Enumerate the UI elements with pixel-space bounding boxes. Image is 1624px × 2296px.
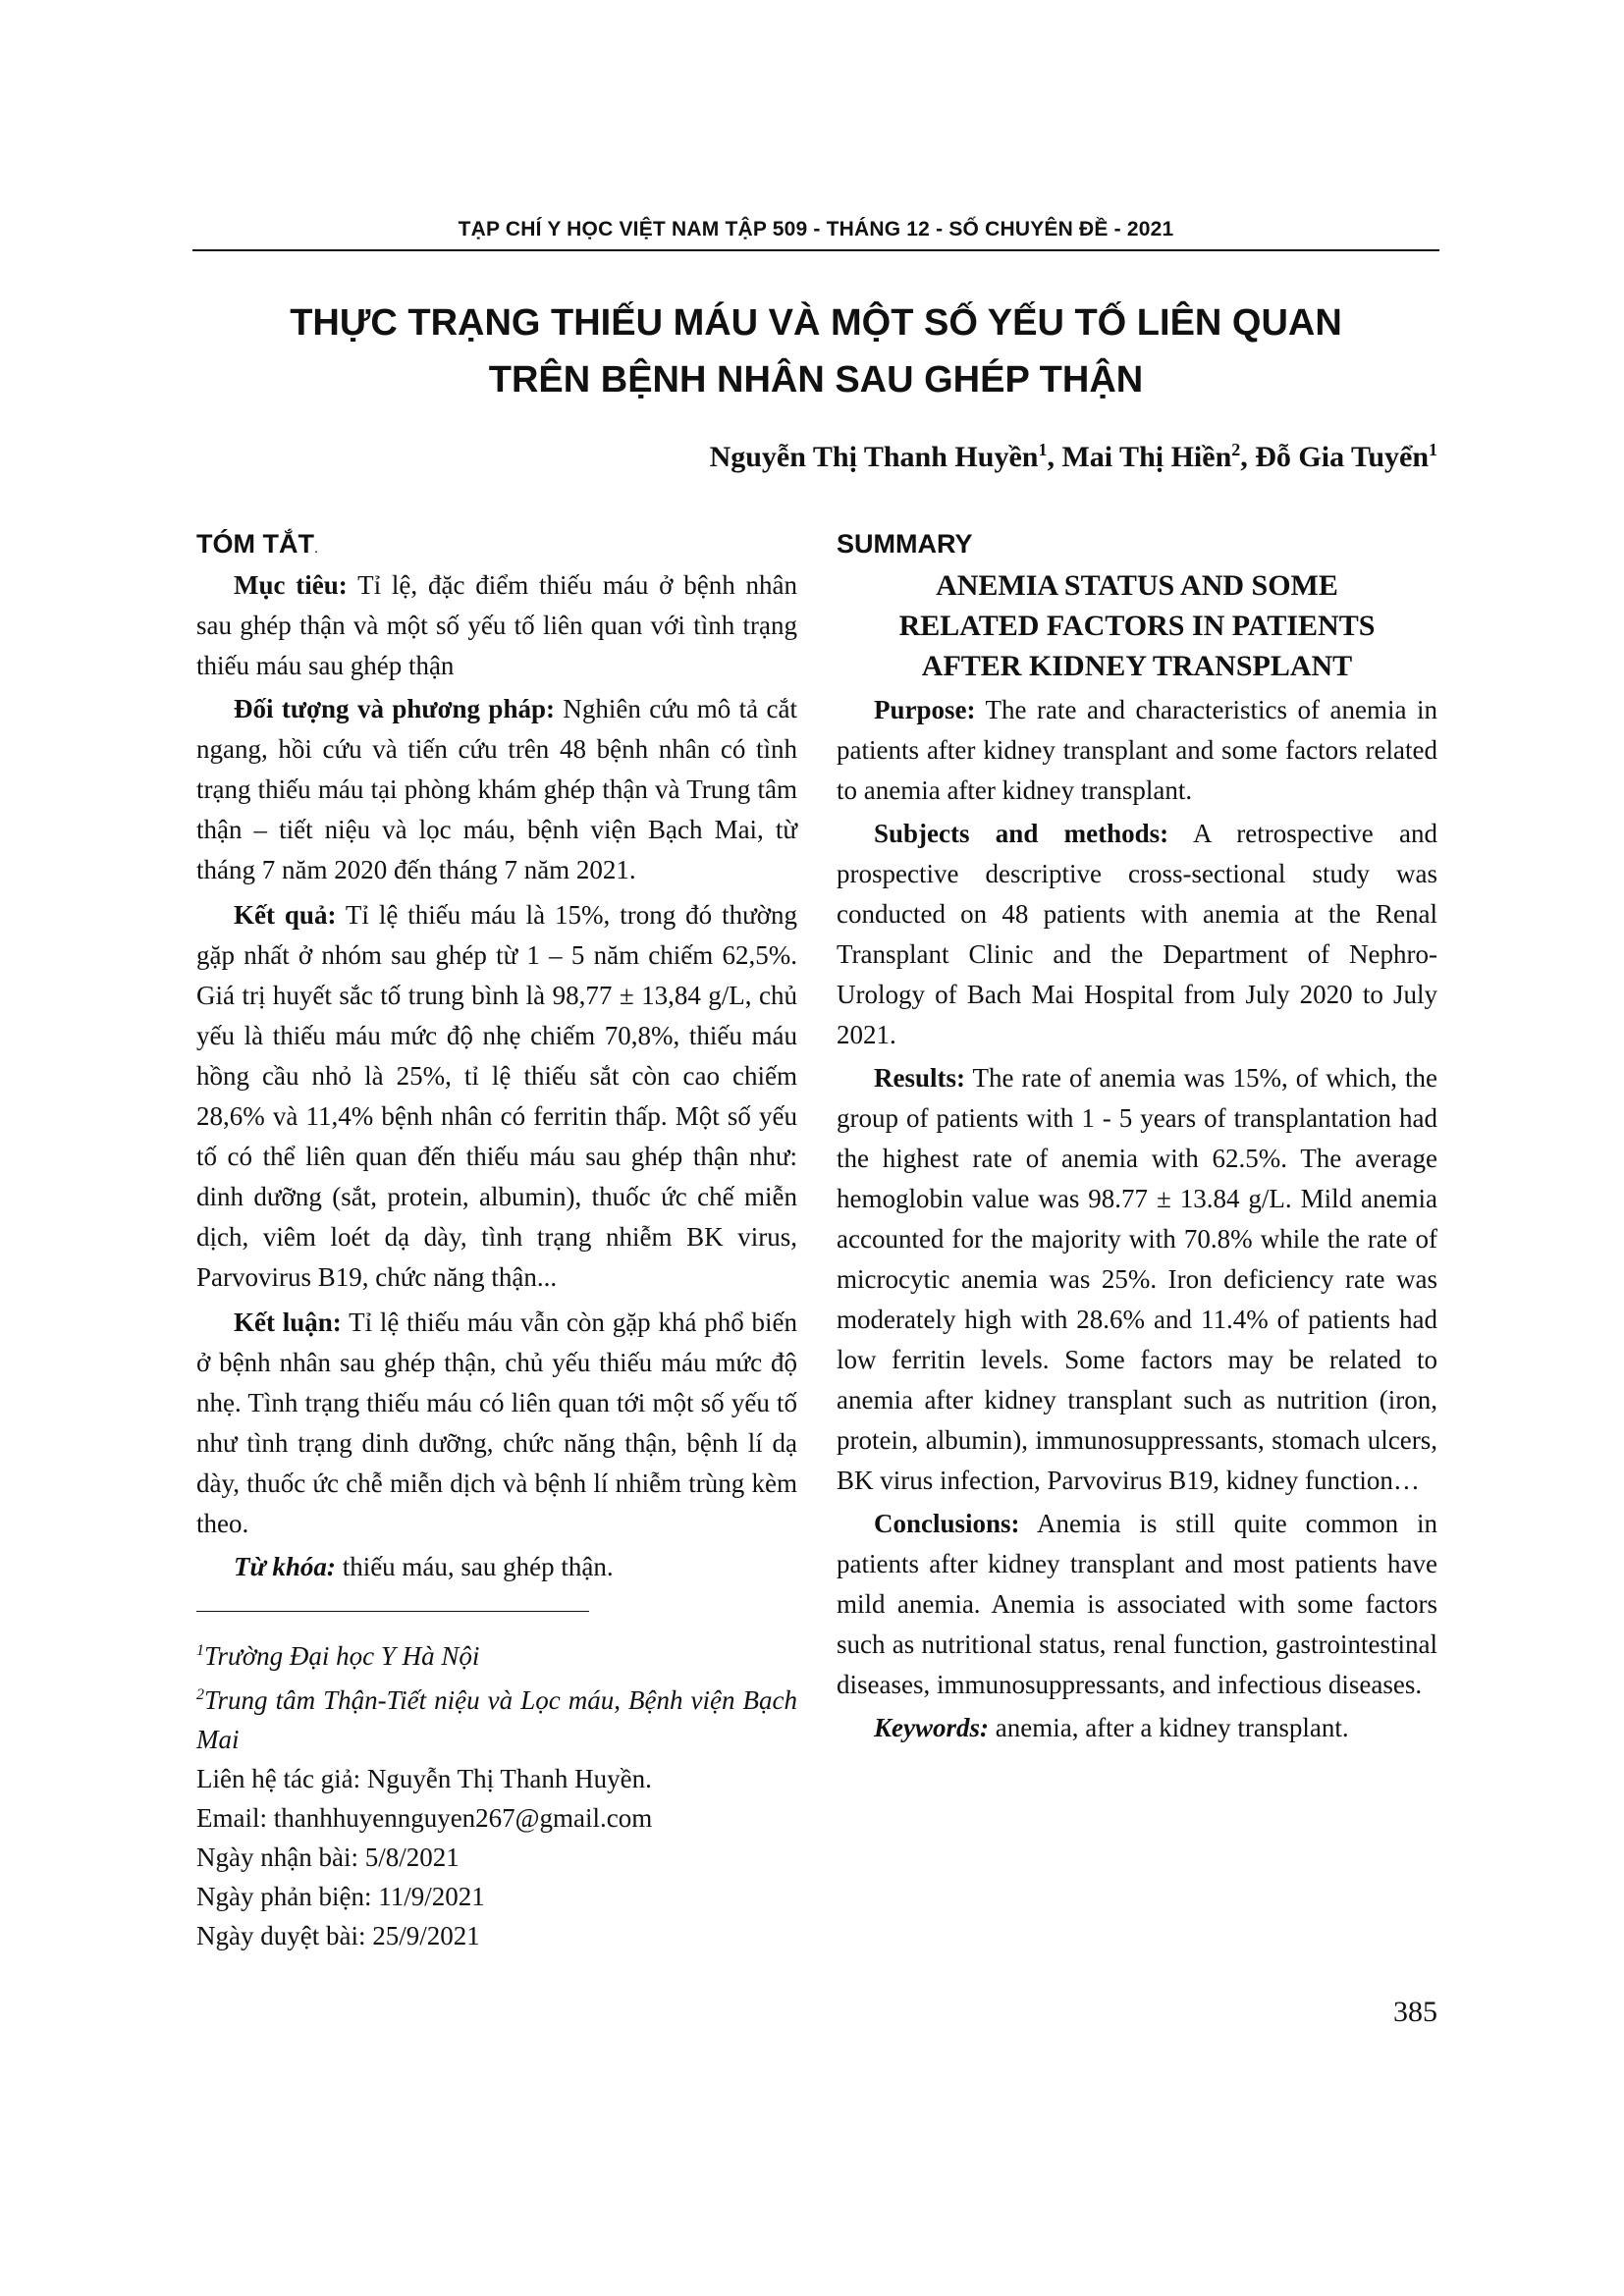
vi-methods-paragraph: [196, 689, 797, 890]
paragraph-label: Đối tượng và phương pháp:: [234, 694, 555, 723]
footnote-rule: [196, 1611, 589, 1612]
author-email: Email: thanhhuyennguyen267@gmail.com: [196, 1803, 653, 1833]
paragraph-label: Mục tiêu:: [234, 570, 348, 600]
author-name: Nguyễn Thị Thanh Huyền: [709, 441, 1039, 473]
paragraph-text: Nghiên cứu mô tả cắt ngang, hồi cứu và tiến cứu trên 48 bệnh nhân có tình trạng thiếu máu tại phòng khám ghép thận và Trung tâm thận – tiết niệu và lọc máu, bệnh viện Bạch Mai, từ tháng 7 năm 2020 đến tháng 7 năm 2021.: [196, 694, 798, 884]
paragraph-label: Purpose:: [874, 695, 976, 724]
paragraph-text: The rate and characteristics of anemia in patients after kidney transplant and some factors related to anemia after kidney transplant.: [837, 695, 1437, 805]
author-separator: ,: [1240, 441, 1256, 473]
paragraph-text: Anemia is still quite common in patients after kidney transplant and most patients have mild anemia. Anemia is associated with some factors such as nutritional status, renal function, gastrointestinal diseases, immunosuppressants, and infectious diseases.: [837, 1509, 1437, 1699]
date-received: Ngày nhận bài: 5/8/2021: [196, 1842, 460, 1872]
paragraph-label: Conclusions:: [874, 1509, 1020, 1538]
author-name: Đỗ Gia Tuyển: [1255, 441, 1429, 473]
vi-results-paragraph: [196, 895, 797, 1298]
affiliation-text: Trung tâm Thận-Tiết niệu và Lọc máu, Bệnh viện Bạch Mai: [196, 1685, 797, 1754]
paragraph-label: Keywords:: [874, 1713, 989, 1742]
heading-mark: .: [313, 540, 319, 557]
affiliation-number: 2: [196, 1686, 204, 1703]
english-summary-heading: SUMMARY: [837, 529, 973, 559]
en-results-paragraph: [837, 1058, 1437, 1501]
paragraph-label: Results:: [874, 1063, 965, 1093]
affiliation-mark: 1: [1038, 440, 1048, 459]
affiliation-footnote: [196, 1631, 797, 1676]
title-line: TRÊN BỆNH NHÂN SAU GHÉP THẬN: [488, 359, 1144, 400]
paragraph-text: thiếu máu, sau ghép thận.: [335, 1552, 614, 1581]
english-title-line: RELATED FACTORS IN PATIENTS: [898, 610, 1376, 642]
english-summary-column: [837, 522, 1437, 1751]
english-title: [837, 565, 1437, 686]
paragraph-label: Từ khóa:: [234, 1552, 336, 1581]
paragraph-text: Tỉ lệ thiếu máu vẫn còn gặp khá phổ biến ở bệnh nhân sau ghép thận, chủ yếu thiếu máu mức độ nhẹ. Tình trạng thiếu máu có liên quan tới một số yếu tố như tình trạng dinh dưỡng, chức năng thận, bệnh lí dạ dày, thuốc ức chễ miễn dịch và bệnh lí nhiễm trùng kèm theo.: [196, 1308, 797, 1538]
en-conclusion-paragraph: [837, 1504, 1437, 1705]
paragraph-text: Tỉ lệ thiếu máu là 15%, trong đó thường gặp nhất ở nhóm sau ghép từ 1 – 5 năm chiếm 62,5%. Giá trị huyết sắc tố trung bình là 98,77 ± 13,84 g/L, chủ yếu là thiếu máu mức độ nhẹ chiếm 70,8%, thiếu máu hồng cầu nhỏ là 25%, tỉ lệ thiếu sắt còn cao chiếm 28,6% và 11,4% bệnh nhân có ferritin thấp. Một số yếu tố có thể liên quan đến thiếu máu sau ghép thận như: dinh dưỡng (sắt, protein, albumin), thuốc ức chế miễn dịch, viêm loét dạ dày, tình trạng nhiễm BK virus, Parvovirus B19, chức năng thận...: [196, 900, 798, 1292]
vietnamese-abstract-heading: [196, 522, 797, 565]
paragraph-label: Subjects and methods:: [874, 819, 1169, 848]
affiliation-mark: 2: [1231, 440, 1241, 459]
paragraph-label: Kết luận:: [234, 1308, 342, 1337]
paragraph-label: Kết quả:: [234, 900, 337, 930]
en-keywords-paragraph: [837, 1708, 1437, 1748]
author-name: Mai Thị Hiền: [1061, 441, 1232, 473]
heading-text: TÓM TẮT: [196, 529, 314, 559]
article-title: [196, 294, 1435, 408]
date-accepted: Ngày duyệt bài: 25/9/2021: [196, 1921, 480, 1950]
vietnamese-abstract-column: [196, 522, 797, 1955]
english-title-line: AFTER KIDNEY TRANSPLANT: [921, 650, 1353, 682]
date-reviewed: Ngày phản biện: 11/9/2021: [196, 1882, 485, 1911]
en-methods-paragraph: [837, 814, 1437, 1055]
page-number: 385: [1393, 1996, 1437, 2028]
english-title-line: ANEMIA STATUS AND SOME: [936, 569, 1338, 602]
paragraph-text: Tỉ lệ, đặc điểm thiếu máu ở bệnh nhân sau ghép thận và một số yếu tố liên quan với tình trạng thiếu máu sau ghép thận: [196, 570, 797, 680]
vi-purpose-paragraph: [196, 565, 797, 686]
header-rule: [192, 249, 1439, 251]
affiliation-footnote: [196, 1676, 797, 1759]
title-line: THỰC TRẠNG THIẾU MÁU VÀ MỘT SỐ YẾU TỐ LIÊN QUAN: [290, 302, 1342, 344]
vi-conclusion-paragraph: [196, 1303, 797, 1544]
affiliation-text: Trường Đại học Y Hà Nội: [204, 1641, 480, 1671]
affiliation-number: 1: [196, 1642, 204, 1659]
corresponding-author: Liên hệ tác giả: Nguyễn Thị Thanh Huyền.: [196, 1764, 652, 1793]
affiliation-mark: 1: [1429, 440, 1437, 459]
paragraph-text: anemia, after a kidney transplant.: [989, 1713, 1349, 1742]
paragraph-text: A retrospective and prospective descriptive cross-sectional study was conducted on 48 patients with anemia at the Renal Transplant Clinic and the Department of Nephro-Urology of Bach Mai Hospital from July 2020 to July 2021.: [837, 819, 1437, 1049]
en-purpose-paragraph: [837, 690, 1437, 811]
author-list: [710, 440, 1437, 474]
author-separator: ,: [1047, 441, 1062, 473]
paragraph-text: The rate of anemia was 15%, of which, the group of patients with 1 - 5 years of transplantation had the highest rate of anemia with 62.5%. The average hemoglobin value was 98.77 ± 13.84 g/L. Mild anemia accounted for the majority with 70.8% while the rate of microcytic anemia was 25%. Iron deficiency rate was moderately high with 28.6% and 11.4% of patients had low ferritin levels. Some factors may be related to anemia after kidney transplant such as nutrition (iron, protein, albumin), immunosuppressants, stomach ulcers, BK virus infection, Parvovirus B19, kidney function…: [837, 1063, 1437, 1495]
journal-header: TẠP CHÍ Y HỌC VIỆT NAM TẬP 509 - THÁNG 12 - SỐ CHUYÊN ĐỀ - 2021: [458, 218, 1174, 240]
vi-keywords-paragraph: [196, 1547, 797, 1587]
